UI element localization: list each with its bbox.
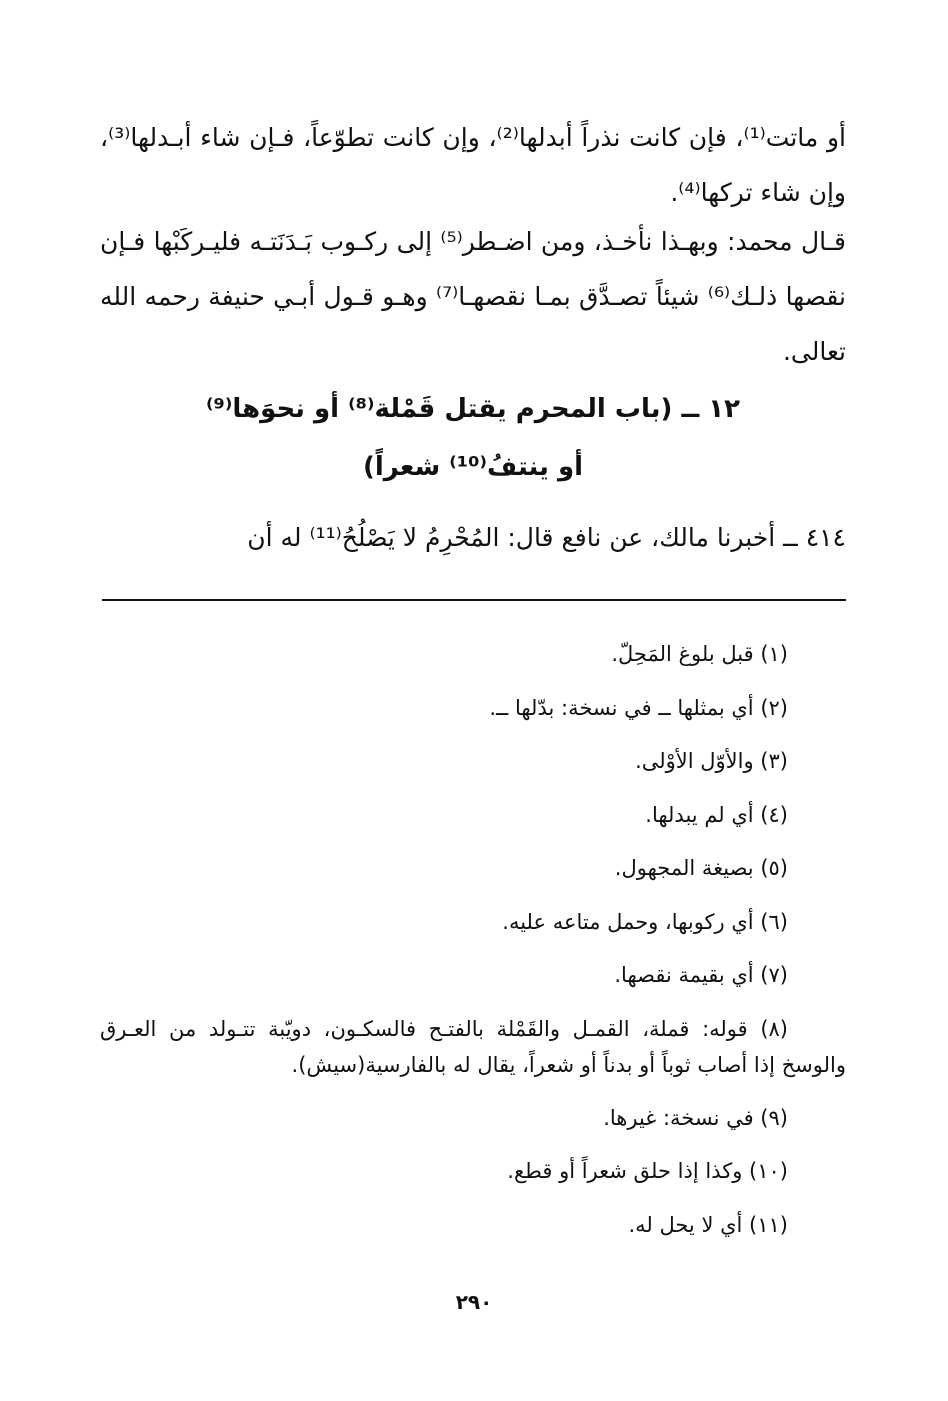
footnote-6: (٦) أي ركوبها، وحمل متاعه عليه.: [502, 909, 788, 934]
body-paragraph-1: أو ماتت⁽¹⁾، فإن كانت نذراً أبدلها⁽²⁾، وإن كانت تطوّعاً، فـإن شاء أبـدلها⁽³⁾، وإن شاء تركها⁽⁴⁾.: [100, 123, 846, 207]
chapter-heading-line-1: ١٢ ــ (باب المحرم يقتل قَمْلة⁽⁸⁾ أو نحوَها⁽⁹⁾: [205, 394, 741, 424]
footnote-11: (١١) أي لا يحل له.: [628, 1212, 788, 1237]
footnote-10: (١٠) وكذا إذا حلق شعراً أو قطع.: [507, 1159, 788, 1183]
footnote-2: (٢) أي بمثلها ــ في نسخة: بدّلها ــ.: [489, 695, 788, 720]
page-number: ٢٩٠: [455, 1290, 493, 1314]
hadith-text: ٤١٤ ــ أخبرنا مالك، عن نافع قال: المُحْرِمُ لا يَصْلُحُ⁽¹¹⁾ له أن: [247, 523, 846, 552]
footnote-1: (١) قبل بلوغ المَحِلّ.: [611, 642, 788, 666]
footnote-5: (٥) بصيغة المجهول.: [614, 856, 788, 880]
footnote-4: (٤) أي لم يبدلها.: [645, 802, 788, 827]
footnote-9: (٩) في نسخة: غيرها.: [603, 1105, 788, 1130]
footnote-divider: [102, 599, 846, 601]
footnote-8: (٨) قوله: قملة، القمـل والقَمْلة بالفتـح فالسكـون، دويّبة تتـولد من العـرق والوسخ إذا أصاب ثوباً أو بدناً أو شعراً، يقال له بالفارسية(سيش).: [100, 1016, 846, 1077]
chapter-heading-line-2: أو ينتفُ⁽¹⁰⁾ شعراً): [362, 452, 584, 482]
footnotes-list: [100, 628, 846, 1252]
footnote-3: (٣) والأوّل الأوْلى.: [635, 749, 788, 773]
body-paragraph-2: قـال محمد: وبهـذا نأخـذ، ومن اضـطر⁽⁵⁾ إلى ركـوب بَـدَنَتـه فليـركَبْها فـإن نقصها ذلـك⁽⁶⁾ شيئاً تصـدَّق بمـا نقصهـا⁽⁷⁾ وهـو قـول أبـي حنيفة رحمه الله تعالى.: [100, 227, 847, 366]
footnote-7: (٧) أي بقيمة نقصها.: [614, 963, 788, 987]
